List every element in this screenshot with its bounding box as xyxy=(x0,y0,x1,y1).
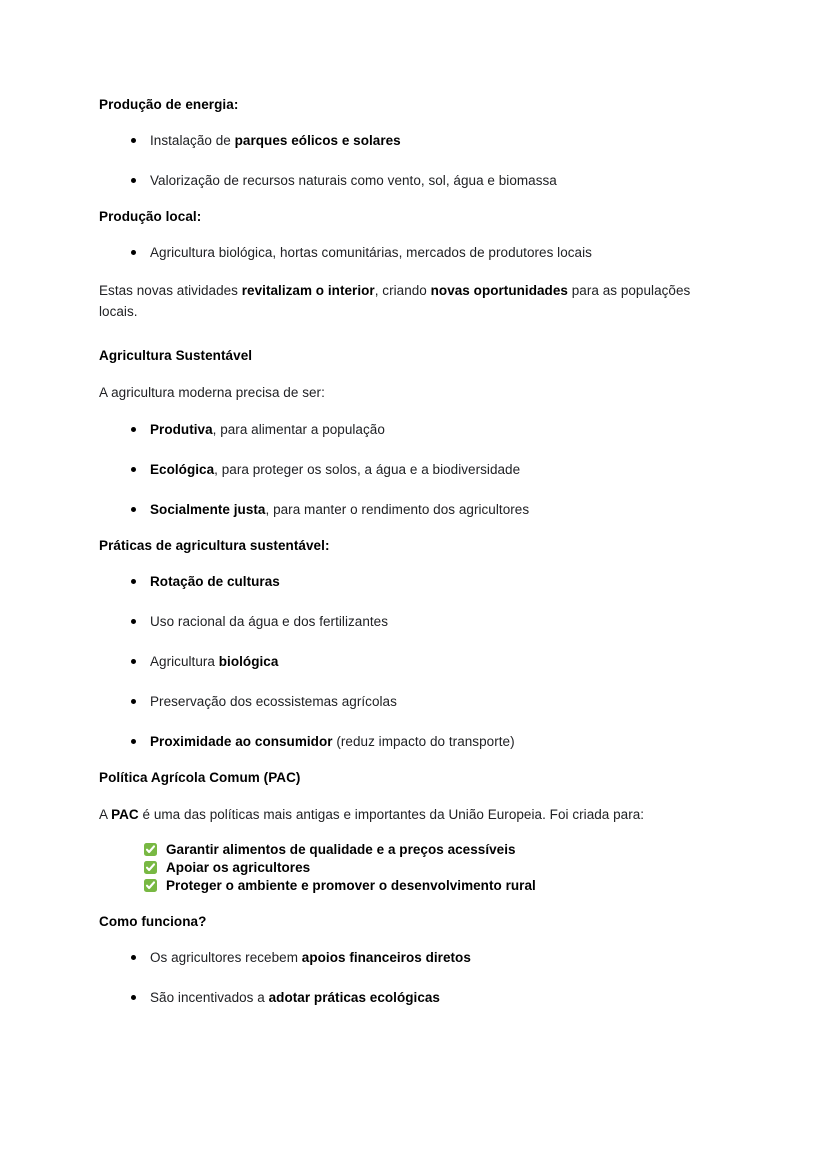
paragraph-pac-descricao: A PAC é uma das políticas mais antigas e importantes da União Europeia. Foi criada para: xyxy=(99,807,645,822)
heading-producao-de-energia: Produção de energia: xyxy=(99,97,239,112)
vertical-spacer xyxy=(99,322,715,347)
paragraph-revitalizacao: Estas novas atividades revitalizam o interior, criando novas oportunidades para as populações locais. xyxy=(99,283,691,319)
list-item-label: Garantir alimentos de qualidade e a preços acessíveis xyxy=(166,842,516,857)
list-requisitos-agricultura xyxy=(99,419,715,520)
vertical-spacer xyxy=(99,403,715,419)
check-mark-icon xyxy=(144,861,157,874)
list-item xyxy=(99,651,715,672)
list-item xyxy=(99,611,715,632)
vertical-spacer xyxy=(99,825,715,841)
list-item-label: Rotação de culturas xyxy=(150,574,280,589)
check-mark-icon xyxy=(144,843,157,856)
vertical-spacer xyxy=(99,365,715,382)
list-item-label: Proteger o ambiente e promover o desenvolvimento rural xyxy=(166,878,536,893)
vertical-spacer xyxy=(99,787,715,804)
list-item-label: Os agricultores recebem apoios financeiros diretos xyxy=(150,950,471,965)
list-item xyxy=(99,841,715,859)
paragraph-agricultura-moderna: A agricultura moderna precisa de ser: xyxy=(99,385,325,400)
list-item-label: Instalação de parques eólicos e solares xyxy=(150,133,401,148)
list-item-label: São incentivados a adotar práticas ecológicas xyxy=(150,990,440,1005)
list-como-funciona xyxy=(99,947,715,1008)
list-item-label: Produtiva, para alimentar a população xyxy=(150,422,385,437)
heading-producao-local: Produção local: xyxy=(99,209,202,224)
list-item-label: Valorização de recursos naturais como vento, sol, água e biomassa xyxy=(150,173,557,188)
list-item xyxy=(99,242,715,263)
list-item-label: Socialmente justa, para manter o rendimento dos agricultores xyxy=(150,502,530,517)
heading-como-funciona: Como funciona? xyxy=(99,914,207,929)
list-item xyxy=(99,877,715,895)
list-item xyxy=(99,859,715,877)
list-item-label: Agricultura biológica, hortas comunitárias, mercados de produtores locais xyxy=(150,245,592,260)
list-item-label: Proximidade ao consumidor (reduz impacto do transporte) xyxy=(150,734,515,749)
list-producao-de-energia xyxy=(99,130,715,191)
list-objetivos-pac xyxy=(99,841,715,895)
vertical-spacer xyxy=(99,931,715,947)
vertical-spacer xyxy=(99,263,715,280)
list-item-label: Uso racional da água e dos fertilizantes xyxy=(150,614,389,629)
document-body xyxy=(99,96,715,1008)
list-item xyxy=(99,170,715,191)
vertical-spacer xyxy=(99,520,715,537)
list-item xyxy=(99,947,715,968)
vertical-spacer xyxy=(99,555,715,571)
heading-agricultura-sustentavel: Agricultura Sustentável xyxy=(99,348,253,363)
list-item xyxy=(99,731,715,752)
check-mark-icon xyxy=(144,879,157,892)
list-item xyxy=(99,571,715,592)
vertical-spacer xyxy=(99,752,715,769)
list-item xyxy=(99,499,715,520)
list-item xyxy=(99,691,715,712)
vertical-spacer xyxy=(99,226,715,242)
list-item-label: Preservação dos ecossistemas agrícolas xyxy=(150,694,397,709)
list-item xyxy=(99,130,715,151)
list-item-label: Ecológica, para proteger os solos, a água e a biodiversidade xyxy=(150,462,521,477)
list-item xyxy=(99,419,715,440)
vertical-spacer xyxy=(99,114,715,130)
list-item-label: Apoiar os agricultores xyxy=(166,860,311,875)
vertical-spacer xyxy=(99,191,715,208)
list-producao-local xyxy=(99,242,715,263)
list-praticas-sustentaveis xyxy=(99,571,715,752)
list-item xyxy=(99,459,715,480)
heading-praticas-agricultura-sustentavel: Práticas de agricultura sustentável: xyxy=(99,538,330,553)
list-item-label: Agricultura biológica xyxy=(150,654,279,669)
vertical-spacer xyxy=(99,895,715,913)
heading-politica-agricola-comum: Política Agrícola Comum (PAC) xyxy=(99,770,301,785)
list-item xyxy=(99,987,715,1008)
